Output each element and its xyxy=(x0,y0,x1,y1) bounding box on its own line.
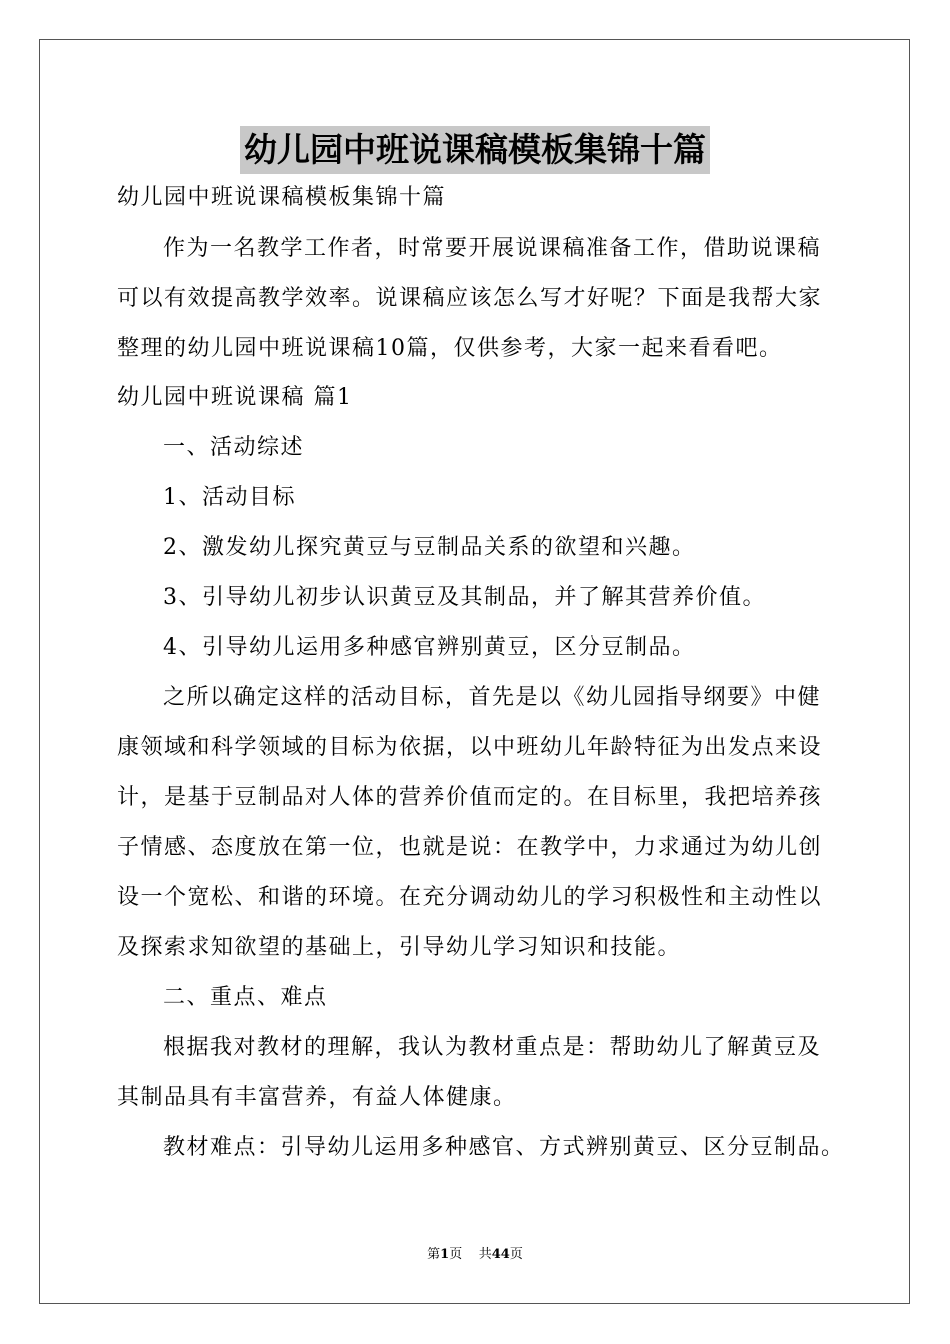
paragraph-line: 根据我对教材的理解，我认为教材重点是：帮助幼儿了解黄豆及 xyxy=(163,1035,822,1060)
section-heading: 一、活动综述 xyxy=(163,435,305,460)
paragraph-line: 整理的幼儿园中班说课稿10篇，仅供参考，大家一起来看看吧。 xyxy=(117,336,783,361)
paragraph-line: 可以有效提高教学效率。说课稿应该怎么写才好呢？下面是我帮大家 xyxy=(117,286,823,311)
list-item: 3、引导幼儿初步认识黄豆及其制品，并了解其营养价值。 xyxy=(163,585,766,610)
paragraph-line: 之所以确定这样的活动目标，首先是以《幼儿园指导纲要》中健 xyxy=(163,685,822,710)
list-item: 2、激发幼儿探究黄豆与豆制品关系的欲望和兴趣。 xyxy=(163,535,696,560)
paragraph-line: 康领域和科学领域的目标为依据，以中班幼儿年龄特征为出发点来设 xyxy=(117,735,823,760)
footer-page-mid: 页 共 xyxy=(449,1247,492,1262)
footer-total-pages: 44 xyxy=(491,1247,510,1262)
page-border xyxy=(39,39,910,1304)
list-item: 4、引导幼儿运用多种感官辨别黄豆，区分豆制品。 xyxy=(163,635,696,660)
title-container xyxy=(0,126,950,174)
page-footer xyxy=(0,1246,950,1264)
list-item: 1、活动目标 xyxy=(163,485,296,510)
subtitle-line: 幼儿园中班说课稿模板集锦十篇 xyxy=(117,185,447,210)
section-heading: 幼儿园中班说课稿 篇1 xyxy=(117,385,353,410)
paragraph-line: 计，是基于豆制品对人体的营养价值而定的。在目标里，我把培养孩 xyxy=(117,785,823,810)
paragraph-line: 其制品具有丰富营养，有益人体健康。 xyxy=(117,1085,517,1110)
footer-page-number: 1 xyxy=(440,1247,450,1262)
paragraph-line: 子情感、态度放在第一位，也就是说：在教学中，力求通过为幼儿创 xyxy=(117,835,823,860)
paragraph-line: 及探索求知欲望的基础上，引导幼儿学习知识和技能。 xyxy=(117,935,682,960)
footer-page-suffix: 页 xyxy=(509,1247,523,1262)
paragraph-line: 教材难点：引导幼儿运用多种感官、方式辨别黄豆、区分豆制品。 xyxy=(163,1135,845,1160)
paragraph-line: 设一个宽松、和谐的环境。在充分调动幼儿的学习积极性和主动性以 xyxy=(117,885,823,910)
footer-page-prefix: 第 xyxy=(427,1247,441,1262)
section-heading: 二、重点、难点 xyxy=(163,985,328,1010)
paragraph-line: 作为一名教学工作者，时常要开展说课稿准备工作，借助说课稿 xyxy=(163,236,822,261)
document-title: 幼儿园中班说课稿模板集锦十篇 xyxy=(240,126,710,174)
